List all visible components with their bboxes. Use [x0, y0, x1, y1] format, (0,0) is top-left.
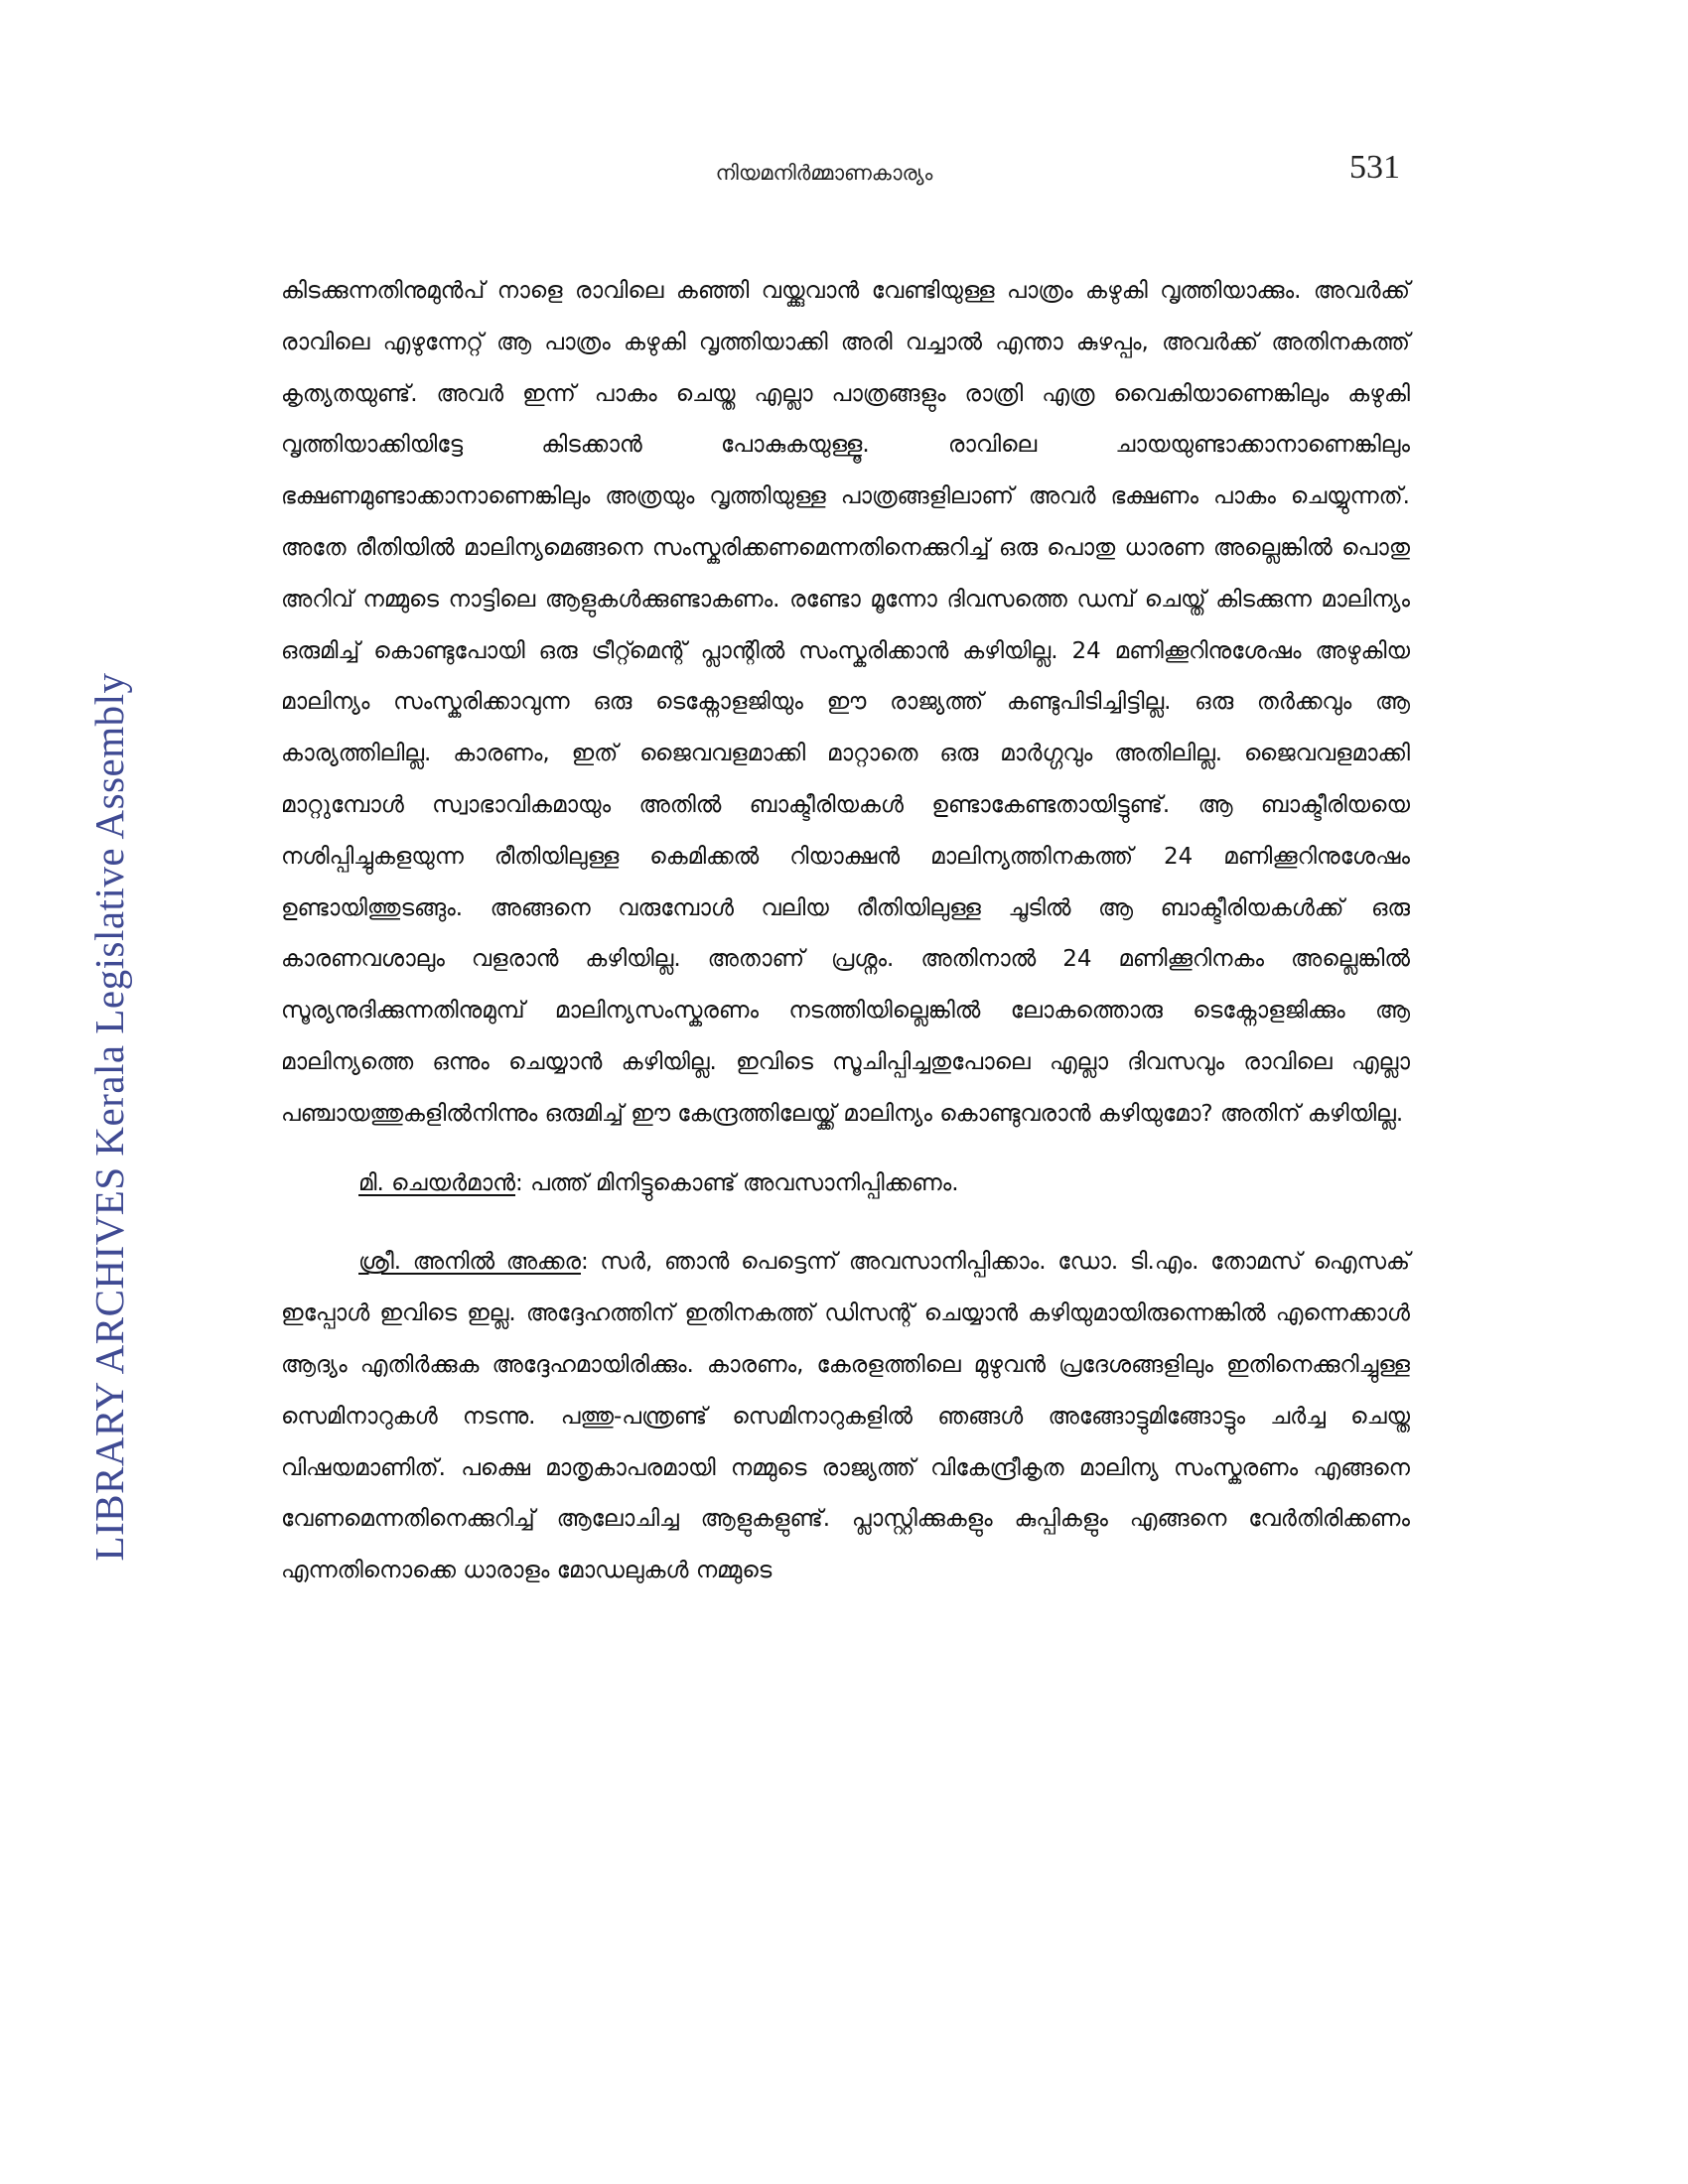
paragraph-continued — [281, 266, 1410, 1141]
paragraph-text: : പത്ത് മിനിട്ടുകൊണ്ട് അവസാനിപ്പിക്കണം. — [515, 1169, 959, 1196]
paragraph-text: കിടക്കുന്നതിനുമുൻപ് നാളെ രാവിലെ കഞ്ഞി വയ്ക്കുവാൻ വേണ്ടിയുള്ള പാത്രം കഴുകി വൃത്തിയാക്കും. അവർക്ക് രാവിലെ എഴുന്നേറ്റ് ആ പാത്രം കഴുകി വൃത്തിയാക്കി അരി വച്ചാൽ എന്താ കുഴപ്പം, അവർക്ക് അതിനകത്ത് കൃത്യതയുണ്ട്. അവർ ഇന്ന് പാകം ചെയ്ത എല്ലാ പാത്രങ്ങളും രാത്രി എത്ര വൈകിയാണെങ്കിലും കഴുകി വൃത്തിയാക്കിയിട്ടേ കിടക്കാൻ പോകുകയുള്ളൂ. രാവിലെ ചായയുണ്ടാക്കാനാണെങ്കിലും ഭക്ഷണമുണ്ടാക്കാനാണെങ്കിലും അത്രയും വൃത്തിയുള്ള പാത്രങ്ങളിലാണ് അവർ ഭക്ഷണം പാകം ചെയ്യുന്നത്. അതേ രീതിയിൽ മാലിന്യമെങ്ങനെ സംസ്കരിക്കണമെന്നതിനെക്കുറിച്ച് ഒരു പൊതു ധാരണ അല്ലെങ്കിൽ പൊതു അറിവ് നമ്മുടെ നാട്ടിലെ ആളുകൾക്കുണ്ടാകണം. രണ്ടോ മൂന്നോ ദിവസത്തെ ഡമ്പ് ചെയ്ത് കിടക്കുന്ന മാലിന്യം ഒരുമിച്ച് കൊണ്ടുപോയി ഒരു ട്രീറ്റ്മെന്റ് പ്ലാന്റിൽ സംസ്കരിക്കാൻ കഴിയില്ല. 24 മണിക്കൂറിനുശേഷം അഴുകിയ മാലിന്യം സംസ്കരിക്കാവുന്ന ഒരു ടെക്നോളജിയും ഈ രാജ്യത്ത് കണ്ടുപിടിച്ചിട്ടില്ല. ഒരു തർക്കവും ആ കാര്യത്തിലില്ല. കാരണം, ഇത് ജൈവവളമാക്കി മാറ്റാതെ ഒരു മാർഗ്ഗവും അതിലില്ല. ജൈവവളമാക്കി മാറ്റുമ്പോൾ സ്വാഭാവികമായും അതിൽ ബാക്ടീരിയകൾ ഉണ്ടാകേണ്ടതായിട്ടുണ്ട്. ആ ബാക്ടീരിയയെ നശിപ്പിച്ചുകളയുന്ന രീതിയിലുള്ള കെമിക്കൽ റിയാക്ഷൻ മാലിന്യത്തിനകത്ത് 24 മണിക്കൂറിനുശേഷം ഉണ്ടായിത്തുടങ്ങും. അങ്ങനെ വരുമ്പോൾ വലിയ രീതിയിലുള്ള ചൂടിൽ ആ ബാക്ടീരിയകൾക്ക് ഒരു കാരണവശാലും വളരാൻ കഴിയില്ല. അതാണ് പ്രശ്നം. അതിനാൽ 24 മണിക്കൂറിനകം അല്ലെങ്കിൽ സൂര്യനുദിക്കുന്നതിനുമുമ്പ് മാലിന്യസംസ്കരണം നടത്തിയില്ലെങ്കിൽ ലോകത്തൊരു ടെക്നോളജിക്കും ആ മാലിന്യത്തെ ഒന്നും ചെയ്യാൻ കഴിയില്ല. ഇവിടെ സൂചിപ്പിച്ചതുപോലെ എല്ലാ ദിവസവും രാവിലെ എല്ലാ പഞ്ചായത്തുകളിൽനിന്നും ഒരുമിച്ച് ഈ കേന്ദ്രത്തിലേയ്ക്ക് മാലിന്യം കൊണ്ടുവരാൻ കഴിയുമോ? അതിന് കഴിയില്ല. — [281, 278, 1410, 1127]
speaker-name: ശ്രീ. അനിൽ അക്കര — [358, 1249, 581, 1276]
page-number: 531 — [1349, 149, 1400, 186]
running-title: നിയമനിർമ്മാണകാര്യം — [715, 161, 933, 185]
paragraph-text: : സർ, ഞാൻ പെട്ടെന്ന് അവസാനിപ്പിക്കാം. ഡോ. ടി.എം. തോമസ് ഐസക് ഇപ്പോൾ ഇവിടെ ഇല്ല. അദ്ദേഹത്തിന് ഇതിനകത്ത് ഡിസന്റ് ചെയ്യാൻ കഴിയുമായിരുന്നെങ്കിൽ എന്നെക്കാൾ ആദ്യം എതിർക്കുക അദ്ദേഹമായിരിക്കും. കാരണം, കേരളത്തിലെ മുഴുവൻ പ്രദേശങ്ങളിലും ഇതിനെക്കുറിച്ചുള്ള സെമിനാറുകൾ നടന്നു. പത്തു-പന്ത്രണ്ട് സെമിനാറുകളിൽ ഞങ്ങൾ അങ്ങോട്ടുമിങ്ങോട്ടും ചർച്ച ചെയ്ത വിഷയമാണിത്. പക്ഷെ മാതൃകാപരമായി നമ്മുടെ രാജ്യത്ത് വികേന്ദ്രീകൃത മാലിന്യ സംസ്കരണം എങ്ങനെ വേണമെന്നതിനെക്കുറിച്ച് ആലോചിച്ച ആളുകളുണ്ട്. പ്ലാസ്റ്റിക്കുകളും കുപ്പികളും എങ്ങനെ വേർതിരിക്കണം എന്നതിനൊക്കെ ധാരാളം മോഡലുകൾ നമ്മുടെ — [281, 1249, 1410, 1584]
body-text — [281, 266, 1410, 1597]
page-header — [0, 149, 1688, 199]
paragraph-chairman — [281, 1159, 1410, 1210]
archive-watermark: LIBRARY ARCHIVES Kerala Legislative Assembly — [86, 672, 132, 1562]
speaker-name: മി. ചെയർമാൻ — [358, 1169, 516, 1196]
paragraph-anil-akkara — [281, 1237, 1410, 1597]
